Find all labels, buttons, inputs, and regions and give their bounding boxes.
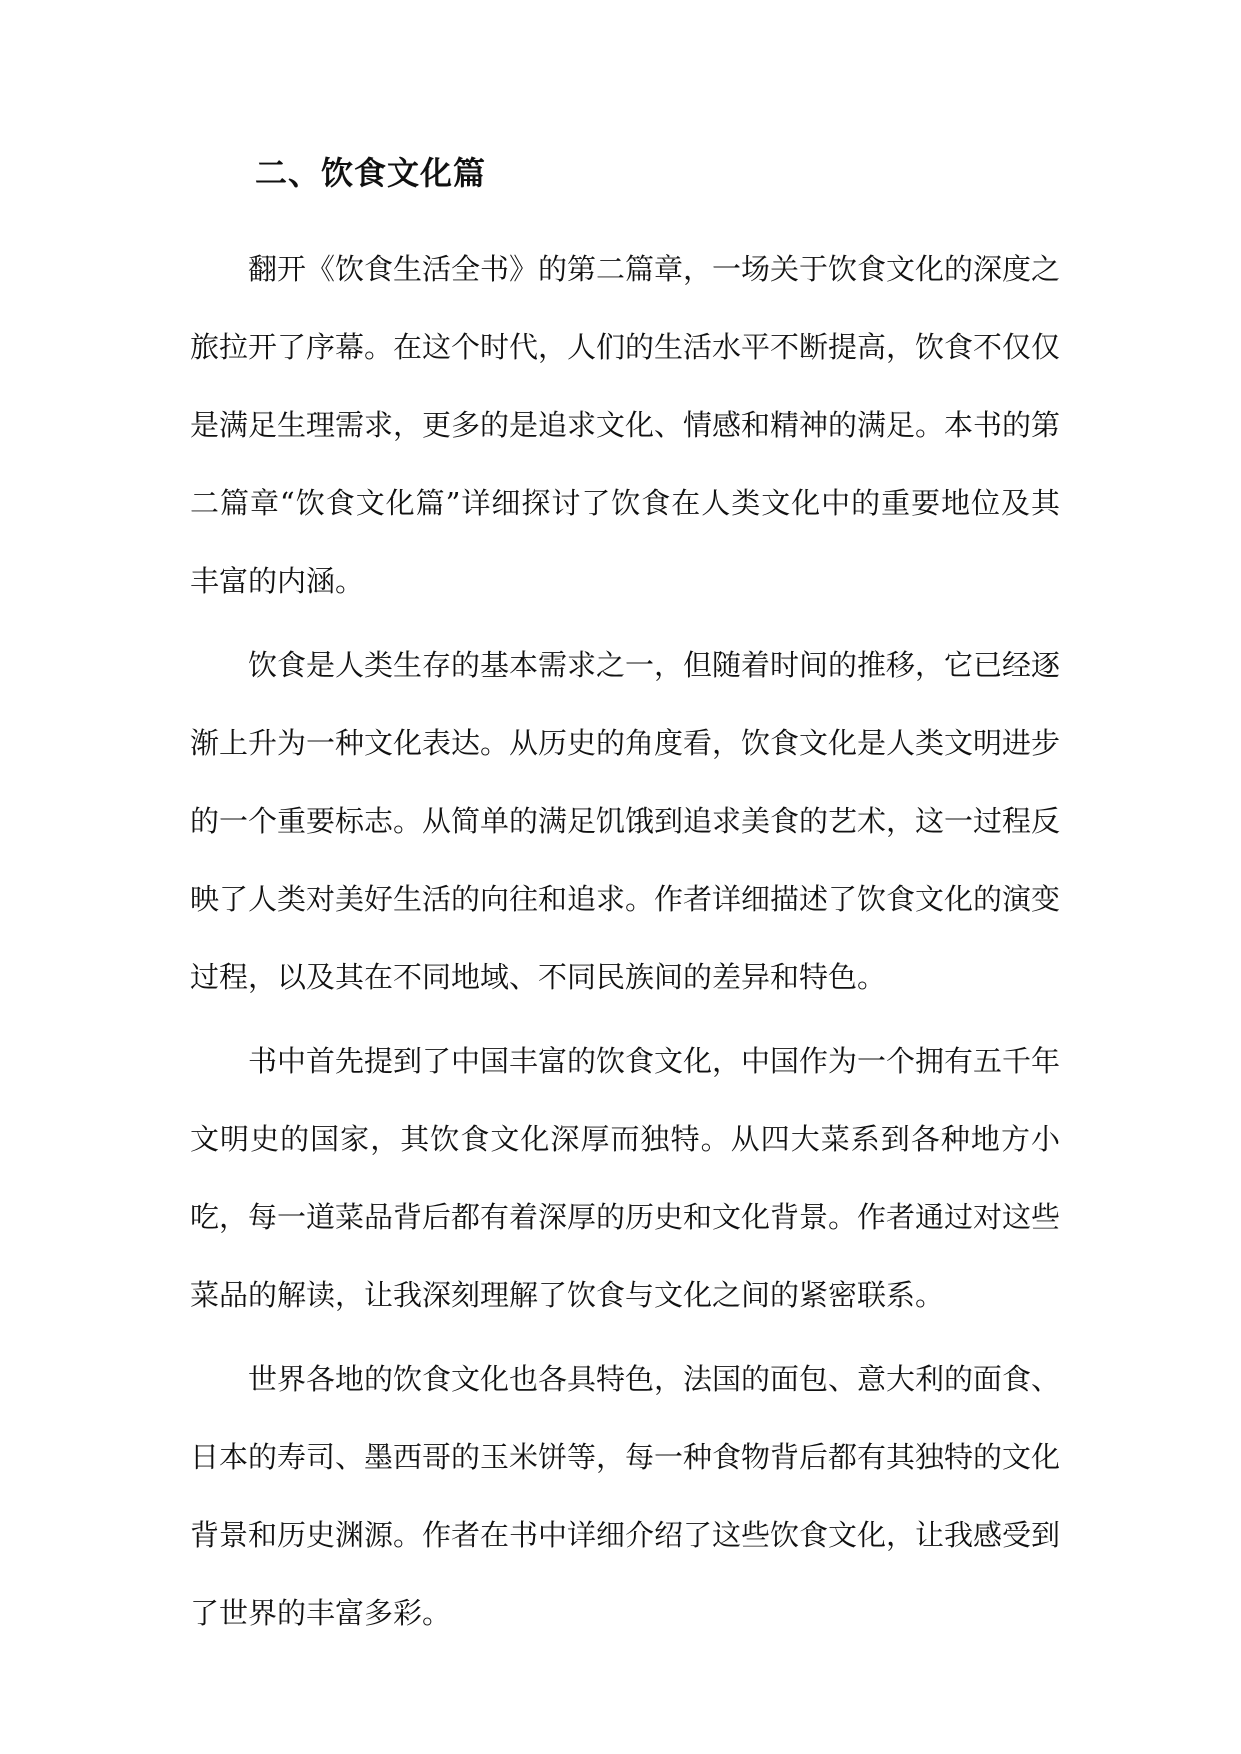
section-heading: 二、饮食文化篇 xyxy=(255,154,487,192)
paragraph-1: 翻开《饮食生活全书》的第二篇章，一场关于饮食文化的深度之旅拉开了序幕。在这个时代，人们的生活水平不断提高，饮食不仅仅是满足生理需求，更多的是追求文化、情感和精神的满足。本书的第二篇章“饮食文化篇”详细探讨了饮食在人类文化中的重要地位及其丰富的内涵。 xyxy=(190,252,1061,598)
paragraph-2: 饮食是人类生存的基本需求之一，但随着时间的推移，它已经逐渐上升为一种文化表达。从历史的角度看，饮食文化是人类文明进步的一个重要标志。从简单的满足饥饿到追求美食的艺术，这一过程反映了人类对美好生活的向往和追求。作者详细描述了饮食文化的演变过程，以及其在不同地域、不同民族间的差异和特色。 xyxy=(190,648,1061,994)
paragraph-4: 世界各地的饮食文化也各具特色，法国的面包、意大利的面食、日本的寿司、墨西哥的玉米饼等，每一种食物背后都有其独特的文化背景和历史渊源。作者在书中详细介绍了这些饮食文化，让我感受到了世界的丰富多彩。 xyxy=(190,1362,1061,1630)
paragraph-3: 书中首先提到了中国丰富的饮食文化，中国作为一个拥有五千年文明史的国家，其饮食文化深厚而独特。从四大菜系到各种地方小吃，每一道菜品背后都有着深厚的历史和文化背景。作者通过对这些菜品的解读，让我深刻理解了饮食与文化之间的紧密联系。 xyxy=(190,1044,1061,1312)
body-text xyxy=(190,230,1060,1658)
